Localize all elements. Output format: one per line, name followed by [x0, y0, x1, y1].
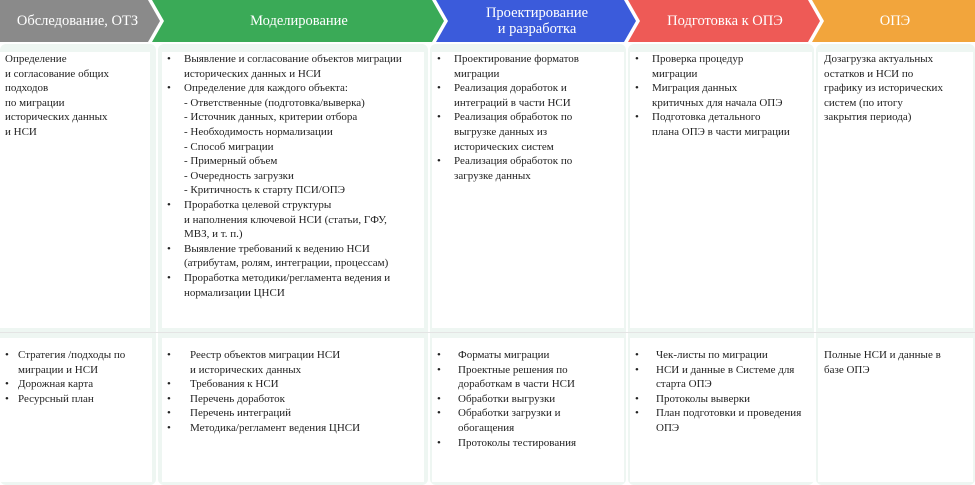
result-item: • Протоколы тестирования	[432, 436, 624, 451]
activity-item: • Проектирование форматов миграции	[432, 52, 624, 81]
result-item: • Ресурсный план	[0, 392, 152, 407]
result-item: • Чек-листы по миграции	[630, 348, 814, 363]
result-item: • Проектные решения по доработкам в части НСИ	[432, 363, 624, 392]
activity-item: • Реализация доработок и интеграций в части НСИ	[432, 81, 624, 110]
result-item: • Требования к НСИ	[162, 377, 424, 392]
results-survey	[0, 338, 152, 482]
activity-subitem: - Источник данных, критерии отбора	[184, 111, 358, 124]
result-item: • Дорожная карта	[0, 377, 152, 392]
activity-survey-text: Определение и согласование общих подходов по миграции исторических данных и НСИ	[5, 53, 110, 138]
activity-item: • Проработка целевой структуры и наполнения ключевой НСИ (статьи, ГФУ, МВЗ, и т. п.)	[162, 198, 424, 242]
phase-label-prep: Подготовка к ОПЭ	[667, 13, 783, 29]
result-item: • План подготовки и проведения ОПЭ	[630, 406, 814, 435]
result-item: • Обработки выгрузки	[432, 392, 624, 407]
activity-subitem: - Критичность к старту ПСИ/ОПЭ	[184, 184, 345, 197]
activities-design	[432, 52, 624, 328]
activity-item: • Проверка процедур миграции	[630, 52, 812, 81]
activity-item: • Определение для каждого объекта:	[162, 81, 424, 96]
activity-item: • Миграция данных критичных для начала ОПЭ	[630, 81, 812, 110]
section-divider	[0, 332, 975, 333]
activity-subitem: - Очередность загрузки	[184, 169, 294, 182]
results-prep	[630, 338, 814, 482]
result-item: • Протоколы выверки	[630, 392, 814, 407]
result-item: • Перечень интеграций	[162, 406, 424, 421]
activity-item: • Реализация обработок по загрузке данных	[432, 154, 624, 183]
activity-item: • Проработка методики/регламента ведения и нормализации ЦНСИ	[162, 271, 424, 300]
result-item: • НСИ и данные в Системе для старта ОПЭ	[630, 363, 814, 392]
result-item: • Обработки загрузки и обогащения	[432, 406, 624, 435]
results-design	[432, 338, 624, 482]
activity-subitem: - Примерный объем	[184, 155, 278, 168]
activity-item: • Выявление и согласование объектов миграции исторических данных и НСИ	[162, 52, 424, 81]
activity-item: • Реализация обработок по выгрузке данных из исторических систем	[432, 110, 624, 154]
result-item: • Форматы миграции	[432, 348, 624, 363]
phase-label-design: Проектирование и разработка	[485, 5, 589, 37]
activity-item: • Выявление требований к ведению НСИ (атрибутам, ролям, интеграции, процессам)	[162, 242, 424, 271]
result-item: • Стратегия /подходы по миграции и НСИ	[0, 348, 152, 377]
activity-ope-text: Дозагрузка актуальных остатков и НСИ по графику из исторических систем (по итогу закрытия периода)	[824, 53, 943, 124]
phase-label-modeling: Моделирование	[250, 13, 348, 29]
activities-prep	[630, 52, 812, 328]
phase-label-ope: ОПЭ	[879, 13, 911, 29]
result-item: • Реестр объектов миграции НСИ и исторических данных	[162, 348, 424, 377]
activities-survey	[0, 52, 150, 328]
activity-subitem: - Способ миграции	[184, 140, 274, 153]
result-item: • Перечень доработок	[162, 392, 424, 407]
results-modeling	[162, 338, 424, 482]
activity-item: • Подготовка детального плана ОПЭ в части миграции	[630, 110, 812, 139]
activity-subitem: - Ответственные (подготовка/выверка)	[184, 96, 365, 109]
phase-label-survey: Обследование, ОТЗ	[16, 13, 139, 29]
results-ope	[818, 338, 973, 482]
result-item: • Методика/регламент ведения ЦНСИ	[162, 421, 424, 436]
activities-ope	[818, 52, 973, 328]
result-ope-text: Полные НСИ и данные в базе ОПЭ	[824, 349, 941, 376]
activity-subitem: - Необходимость нормализации	[184, 125, 333, 138]
activities-modeling	[162, 52, 424, 328]
